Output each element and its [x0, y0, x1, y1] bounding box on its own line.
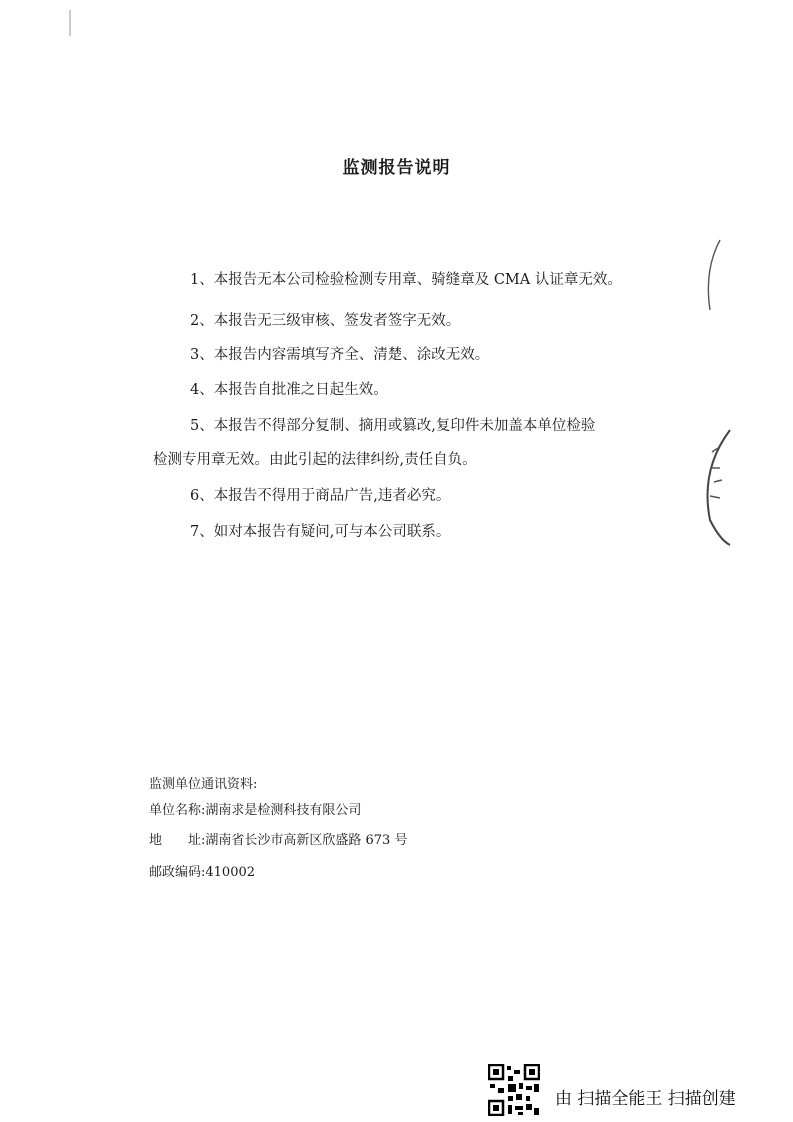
scanner-watermark-text: 由 扫描全能王 扫描创建: [555, 1089, 736, 1109]
contact-unit-name: 单位名称:湖南求是检测科技有限公司: [149, 803, 362, 818]
page-title: 监测报告说明: [342, 158, 451, 178]
notice-item-6: 6、本报告不得用于商品广告,违者必究。: [190, 488, 451, 504]
notice-item-2: 2、本报告无三级审核、签发者签字无效。: [190, 313, 461, 329]
scan-mark-icon: [68, 10, 72, 36]
qr-code-icon: [488, 1064, 540, 1116]
notice-item-4: 4、本报告自批准之日起生效。: [190, 382, 388, 398]
notice-item-7: 7、如对本报告有疑问,可与本公司联系。: [190, 524, 451, 540]
contact-address: 地 址:湖南省长沙市高新区欣盛路 673 号: [149, 833, 408, 848]
seal-fragment-icon: [690, 220, 793, 550]
notice-item-5: 5、本报告不得部分复制、摘用或篡改,复印件未加盖本单位检验: [190, 418, 596, 434]
contact-heading: 监测单位通讯资料:: [149, 777, 258, 792]
notice-item-1: 1、本报告无本公司检验检测专用章、骑缝章及 CMA 认证章无效。: [190, 272, 622, 288]
notice-item-5-continued: 检测专用章无效。由此引起的法律纠纷,责任自负。: [153, 452, 477, 468]
contact-postcode: 邮政编码:410002: [149, 865, 256, 880]
notice-item-3: 3、本报告内容需填写齐全、清楚、涂改无效。: [190, 347, 490, 363]
